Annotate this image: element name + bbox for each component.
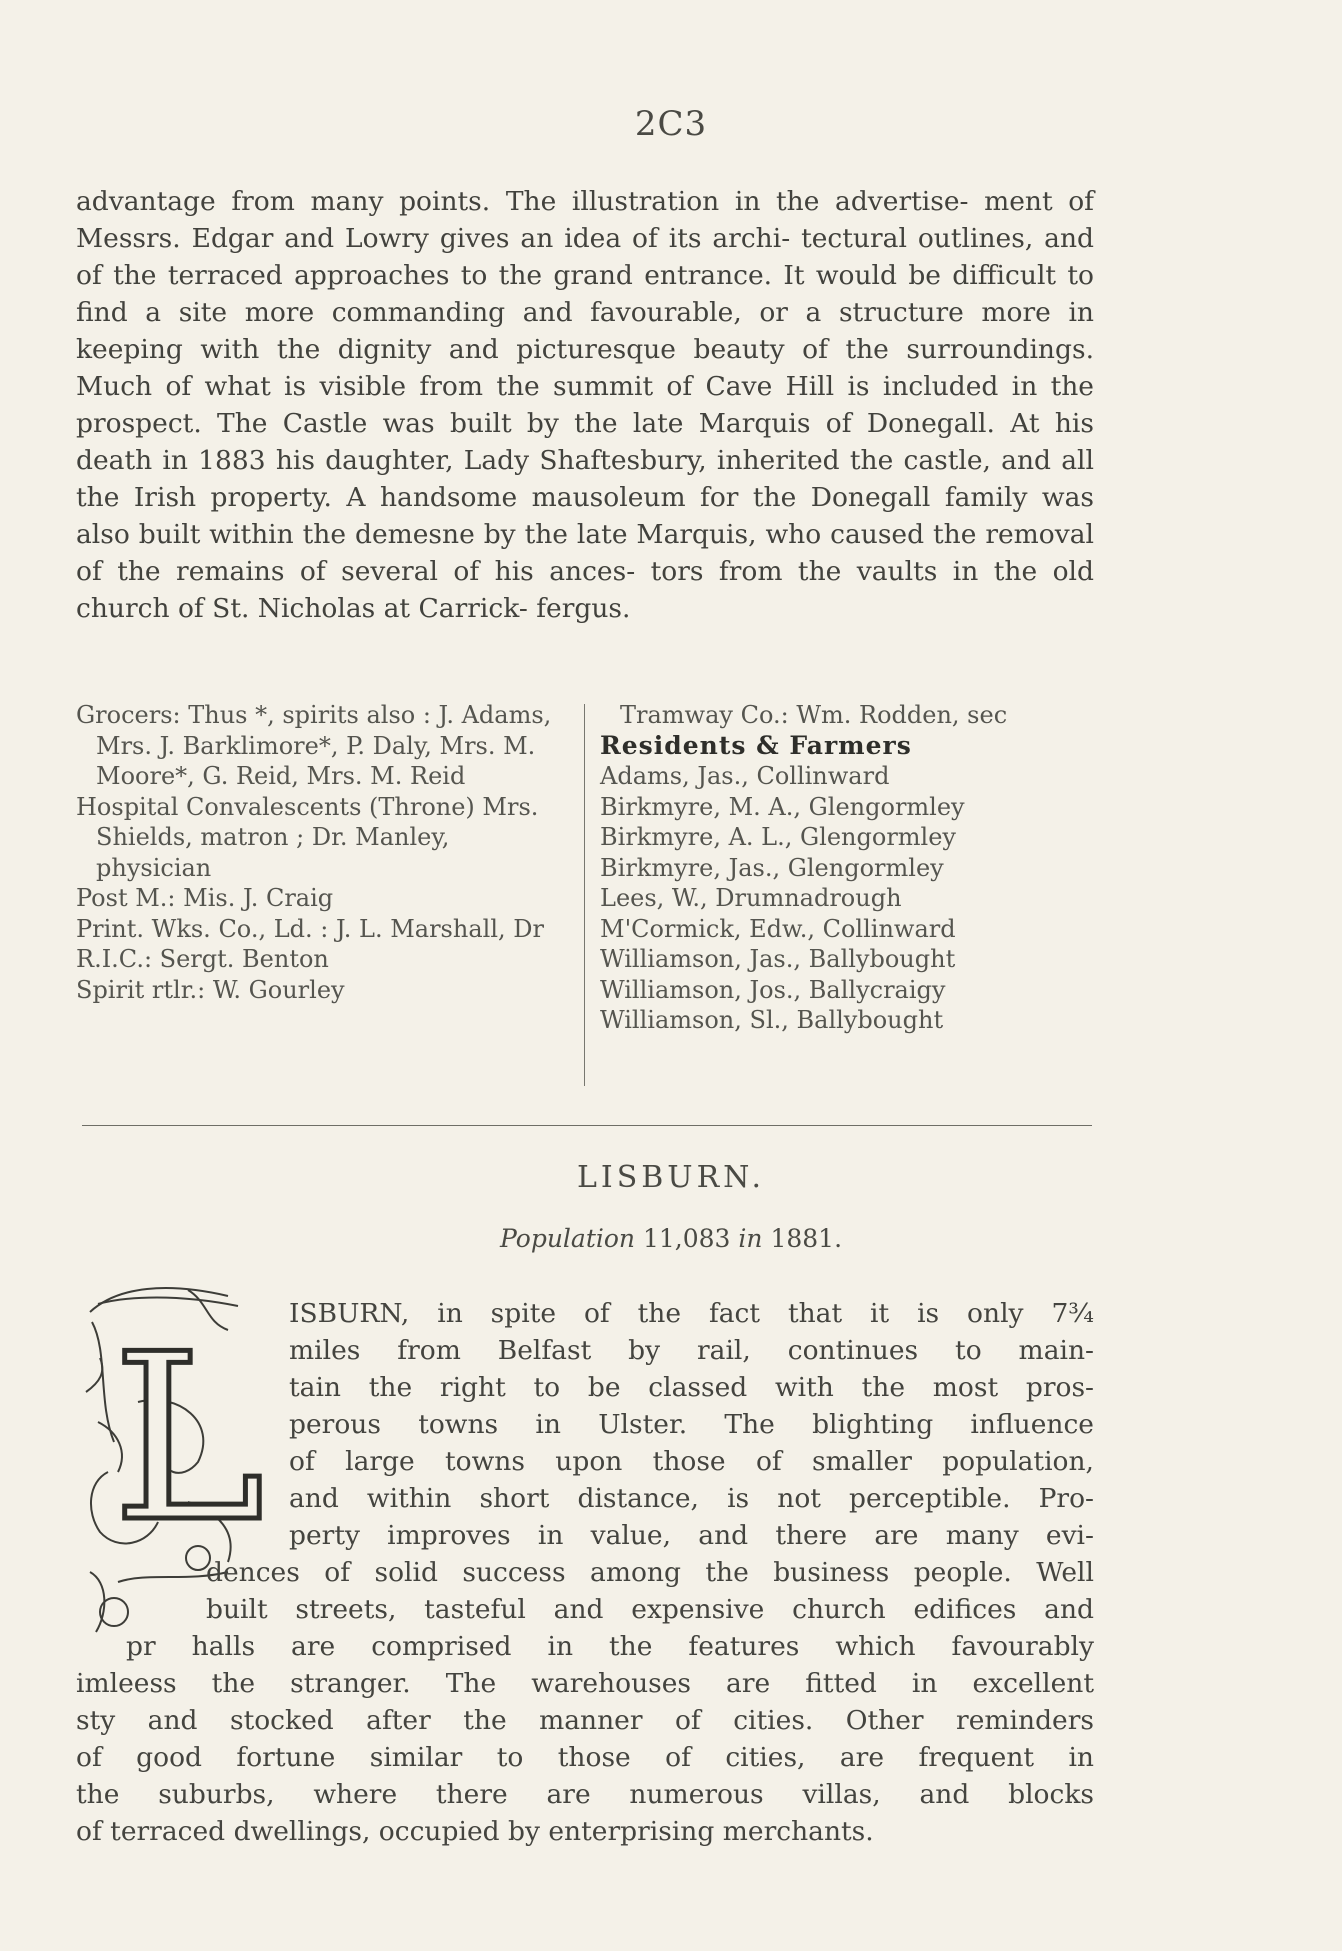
resident-entry: Lees, W., Drumnadrough bbox=[600, 884, 902, 912]
text-line: and within short distance, is not perceptible. Pro- bbox=[289, 1483, 1094, 1514]
text-line: perous towns in Ulster. The blighting influence bbox=[289, 1409, 1094, 1440]
text-line: the suburbs, where there are numerous villas, and blocks bbox=[76, 1779, 1094, 1810]
directory-entry: Spirit rtlr.: W. Gourley bbox=[76, 975, 345, 1004]
text-line: ISBURN, in spite of the fact that it is only 7¾ bbox=[289, 1298, 1094, 1329]
population-year: 1881. bbox=[770, 1224, 843, 1253]
resident-entry: Adams, Jas., Collinward bbox=[600, 762, 890, 790]
text-line: perty improves in value, and there are many evi- bbox=[289, 1520, 1094, 1551]
population-value: 11,083 bbox=[642, 1224, 731, 1253]
resident-entry: Birkmyre, A. L., Glengormley bbox=[600, 823, 956, 851]
intro-paragraph bbox=[76, 183, 1094, 627]
text-line: built streets, tasteful and expensive church edifices and bbox=[206, 1594, 1094, 1625]
residents-heading: Residents & Farmers bbox=[600, 730, 912, 760]
directory-entry: R.I.C.: Sergt. Benton bbox=[76, 945, 329, 973]
text-line: pr halls are comprised in the features which favourably bbox=[126, 1631, 1094, 1662]
population-in: in bbox=[738, 1224, 763, 1253]
resident-entry: Williamson, Jas., Ballybought bbox=[600, 945, 956, 973]
population-line bbox=[0, 1224, 1342, 1253]
directory-entry: Print. Wks. Co., Ld. : J. L. Marshall, Dr bbox=[76, 914, 544, 943]
directory-entry: Post M.: Mis. J. Craig bbox=[76, 884, 334, 912]
population-label: Population bbox=[499, 1224, 636, 1253]
resident-entry: M'Cormick, Edw., Collinward bbox=[600, 914, 956, 943]
resident-entry: Birkmyre, Jas., Glengormley bbox=[600, 853, 944, 882]
directory-entry: Hospital Convalescents (Throne) Mrs. Shields, matron ; Dr. Manley, physician bbox=[76, 792, 539, 882]
text-line: miles from Belfast by rail, continues to main- bbox=[289, 1335, 1094, 1366]
page-number: 2C3 bbox=[634, 104, 708, 144]
left-column bbox=[76, 700, 571, 1005]
text-line: of terraced dwellings, occupied by enterprising merchants. bbox=[76, 1816, 874, 1847]
section-title: LISBURN. bbox=[576, 1160, 766, 1195]
text-line: imleess the stranger. The warehouses are fitted in excellent bbox=[76, 1668, 1094, 1699]
text-line: of large towns upon those of smaller population, bbox=[289, 1446, 1094, 1477]
text-line: tain the right to be classed with the most pros- bbox=[289, 1372, 1094, 1403]
lisburn-paragraph bbox=[76, 1295, 1094, 1850]
resident-entry: Williamson, Jos., Ballycraigy bbox=[600, 975, 946, 1004]
right-column bbox=[600, 700, 1094, 1036]
resident-entry: Williamson, Sl., Ballybought bbox=[600, 1006, 944, 1034]
section-divider bbox=[82, 1125, 1092, 1126]
text-line: of good fortune similar to those of cities, are frequent in bbox=[76, 1742, 1094, 1773]
column-divider bbox=[584, 704, 585, 1086]
text-line: sty and stocked after the manner of cities. Other reminders bbox=[76, 1705, 1094, 1736]
directory-entry: Tramway Co.: Wm. Rodden, sec bbox=[620, 701, 1008, 729]
text-line: dences of solid success among the business people. Well bbox=[206, 1557, 1094, 1588]
drop-cap-letter: L bbox=[112, 1306, 265, 1573]
directory-columns bbox=[76, 700, 1094, 1100]
directory-entry: Grocers: Thus *, spirits also : J. Adams, Mrs. J. Barklimore*, P. Daly, Mrs. M. Moore*, G. Reid, Mrs. M. Reid bbox=[76, 701, 552, 790]
intro-text: advantage from many points. The illustration in the advertise- ment of Messrs. Edgar and Lowry gives an idea of its archi- tectural outlines, and of the terraced approaches to the grand entrance. It would be difficult to find a site more commanding and favourable, or a structure more in keeping with the dignity and picturesque beauty of the surroundings. Much of what is visible from the summit of Cave Hill is included in the prospect. The Castle was built by the late Marquis of Donegall. At his death in 1883 his daughter, Lady Shaftesbury, inherited the castle, and all the Irish property. A handsome mausoleum for the Donegall family was also built within the demesne by the late Marquis, who caused the removal of the remains of several of his ances- tors from the vaults in the old church of St. Nicholas at Carrick- fergus. bbox=[76, 186, 1094, 624]
resident-entry: Birkmyre, M. A., Glengormley bbox=[600, 792, 965, 821]
